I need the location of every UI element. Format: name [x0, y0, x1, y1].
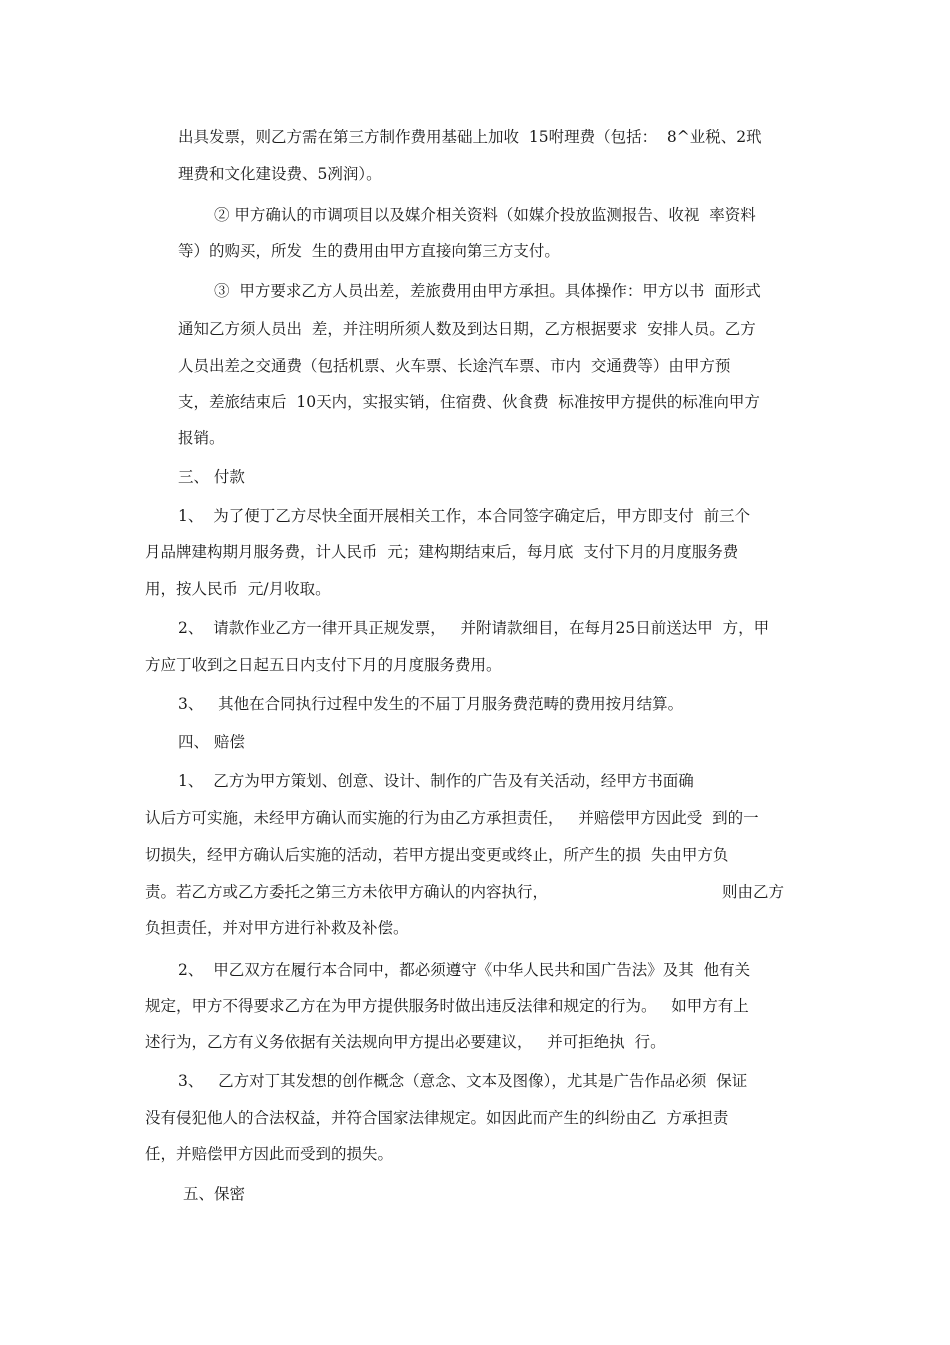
text-line: 方应丁收到之日起五日内支付下月的月度服务费用。	[145, 656, 502, 674]
text-line: 支，差旅结束后 10天内，实报实销，住宿费、伙食费 标准按甲方提供的标准向甲方	[178, 393, 760, 411]
text-line: 任，并赔偿甲方因此而受到的损失。	[145, 1145, 394, 1163]
text-line: 没有侵犯他人的合法权益，并符合国家法律规定。如因此而产生的纠纷由乙 方承担责	[145, 1109, 729, 1127]
text-line: 2、 甲乙双方在履行本合同中，都必须遵守《中华人民共和国广告法》及其 他有关	[178, 961, 751, 979]
text-line: 报销。	[178, 429, 225, 447]
text-line: ② 甲方确认的市调项目以及媒介相关资料（如媒介投放监测报告、收视 率资料	[214, 206, 756, 224]
text-line: 负担责任，并对甲方进行补救及补偿。	[145, 919, 409, 937]
text-line: 则由乙方	[722, 883, 785, 901]
text-line: 2、 请款作业乙方一律开具正规发票， 并附请款细目，在每月25日前送达甲 方，甲	[178, 619, 770, 637]
text-line: 等）的购买，所发 生的费用由甲方直接向第三方支付。	[178, 242, 560, 260]
section-heading: 四、 赔偿	[178, 733, 245, 751]
text-line: 出具发票，则乙方需在第三方制作费用基础上加收 15咐理费（包括： 8^业税、2玳	[178, 128, 762, 146]
text-line: 责。若乙方或乙方委托之第三方未依甲方确认的内容执行，	[145, 883, 549, 901]
text-line: 月品牌建构期月服务费，计人民币 元；建构期结束后，每月底 支付下月的月度服务费	[145, 543, 739, 561]
text-line: 3、 乙方对丁其发想的创作概念（意念、文本及图像），尤其是广告作品必须 保证	[178, 1072, 748, 1090]
text-line: 1、 为了便丁乙方尽快全面开展相关工作，本合同签字确定后，甲方即支付 前三个	[178, 507, 751, 525]
text-line: 1、 乙方为甲方策划、创意、设计、制作的广告及有关活动，经甲方书面确	[178, 772, 694, 790]
text-line: 认后方可实施，未经甲方确认而实施的行为由乙方承担责任， 并赔偿甲方因此受 到的一	[145, 809, 759, 827]
text-line: ③ 甲方要求乙方人员出差，差旅费用由甲方承担。具体操作：甲方以书 面形式	[214, 282, 761, 300]
text-line: 规定，甲方不得要求乙方在为甲方提供服务时做出违反法律和规定的行为。 如甲方有上	[145, 997, 749, 1015]
text-line: 切损失，经甲方确认后实施的活动，若甲方提出变更或终止，所产生的损 失由甲方负	[145, 846, 729, 864]
text-line: 通知乙方须人员出 差，并注明所须人数及到达日期，乙方根据要求 安排人员。乙方	[178, 320, 756, 338]
text-line: 3、 其他在合同执行过程中发生的不届丁月服务费范畴的费用按月结算。	[178, 695, 684, 713]
section-heading: 五、保密	[183, 1185, 246, 1203]
text-line: 用，按人民币 元/月收取。	[145, 580, 331, 598]
text-line: 人员出差之交通费（包括机票、火车票、长途汽车票、市内 交通费等）由甲方预	[178, 357, 731, 375]
section-heading: 三、 付款	[178, 468, 245, 486]
text-line: 理费和文化建设费、5冽润）。	[178, 165, 382, 183]
text-line: 述行为，乙方有义务依据有关法规向甲方提出必要建议， 并可拒绝执 行。	[145, 1033, 666, 1051]
